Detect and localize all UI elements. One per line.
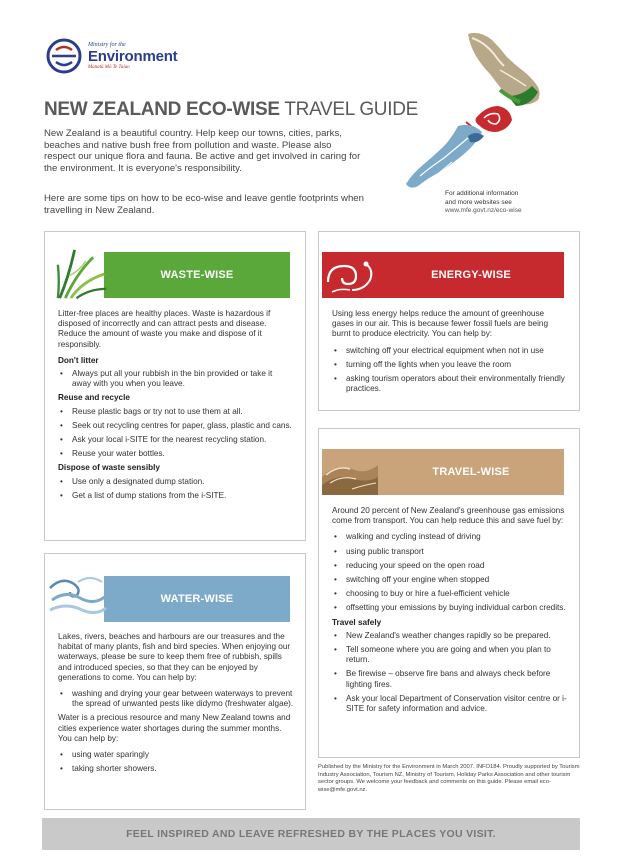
waste-section-reuse-recycle: Reuse and recycle <box>58 393 130 403</box>
travel-wise-banner <box>378 449 564 495</box>
more-info-line1: For additional information <box>445 190 519 197</box>
waste-wise-body <box>58 309 292 505</box>
list-item: • turning off the lights when you leave the room <box>332 360 568 370</box>
list-item: • Always put all your rubbish in the bin provided or take it away with you when you leave. <box>58 369 292 389</box>
list-item: • Ask your local i-SITE for the nearest recycling station. <box>58 435 292 445</box>
water-wise-banner <box>104 576 290 622</box>
energy-wise-body <box>332 309 568 398</box>
list-item: • Seek out recycling centres for paper, glass, plastic and cans. <box>58 421 292 431</box>
list-item: • using public transport <box>332 547 568 557</box>
list-item: • walking and cycling instead of driving <box>332 532 568 542</box>
list-item: • New Zealand's weather changes rapidly so be prepared. <box>332 631 568 641</box>
tagline-text: FEEL INSPIRED AND LEAVE REFRESHED BY THE PLACES YOU VISIT. <box>126 828 496 840</box>
list-item: • switching off your engine when stopped <box>332 575 568 585</box>
publication-note: Published by the Ministry for the Environment in March 2007. INFO184. Proudly supported by Tourism Industry Association, Tourism NZ, Ministry of Tourism, Holiday Parks Association and other tourism sector groups. We welcome your feedback and comments on this guide. Please email eco-wise@mfe.govt.nz. <box>318 764 580 793</box>
energy-wise-banner <box>378 252 564 298</box>
more-info-url[interactable]: www.mfe.govt.nz/eco-wise <box>445 207 522 214</box>
list-item: • Ask your local Department of Conservation visitor centre or i-SITE for safety information and advice. <box>332 694 568 714</box>
waste-section-dispose: Dispose of waste sensibly <box>58 463 160 473</box>
more-info-note <box>445 190 595 216</box>
intro-paragraph-1: New Zealand is a beautiful country. Help keep our towns, cities, parks, beaches and native bush free from pollution and waste. Please also respect our unique flora and fauna. Be active and get involved in caring for the environment. It is everyone's responsibility. <box>44 128 361 174</box>
waste-wise-title: WASTE-WISE <box>160 269 234 281</box>
list-item: • washing and drying your gear between waterways to prevent the spread of unwanted pests like didymo (freshwater algae). <box>58 689 294 709</box>
travel-intro: Around 20 percent of New Zealand's greenhouse gas emissions come from transport. You can help reduce this and save fuel by: <box>332 506 565 526</box>
list-item: • choosing to buy or hire a fuel-efficient vehicle <box>332 589 568 599</box>
list-item: • Get a list of dump stations from the i-SITE. <box>58 491 292 501</box>
water-intro-2: Water is a precious resource and many New Zealand towns and cities experience water shortages during the summer months. You can help by: <box>58 713 291 743</box>
water-wave-icon <box>48 570 108 620</box>
waste-section-dont-litter: Don't litter <box>58 355 99 365</box>
list-item: • offsetting your emissions by buying individual carbon credits. <box>332 603 568 613</box>
intro-paragraph-2: Here are some tips on how to be eco-wise and leave gentle footprints when travelling in New Zealand. <box>44 193 364 216</box>
list-item: • using water sparingly <box>58 750 294 760</box>
list-item: • Reuse your water bottles. <box>58 449 292 459</box>
ministry-emblem-icon <box>46 38 82 74</box>
logo-small-text: Ministry for the <box>88 42 126 48</box>
waste-wise-banner <box>104 252 290 298</box>
tagline-bar <box>42 818 580 850</box>
logo-maori-text: Manatū Mō Te Taiao <box>88 65 130 70</box>
list-item: • asking tourism operators about their environmentally friendly practices. <box>332 374 568 394</box>
logo-big-text: Environment <box>88 48 178 65</box>
list-item: • Tell someone where you are going and when you plan to return. <box>332 645 568 665</box>
list-item: • switching off your electrical equipment when not in use <box>332 346 568 356</box>
waste-intro: Litter-free places are healthy places. Waste is hazardous if disposed of incorrectly and can attract pests and disease. Reduce the amount of waste you make and dispose of it responsibly. <box>58 309 271 349</box>
koru-pattern-icon <box>322 252 378 298</box>
intro-text-2 <box>44 193 364 220</box>
travel-section-safely: Travel safely <box>332 617 382 627</box>
travel-wise-title: TRAVEL-WISE <box>432 466 510 478</box>
title-bold: NEW ZEALAND ECO-WISE <box>44 99 280 120</box>
water-wise-body <box>58 632 294 778</box>
travel-wise-body <box>332 506 568 718</box>
title-rest: TRAVEL GUIDE <box>279 99 419 120</box>
page-title <box>44 99 418 121</box>
list-item: • reducing your speed on the open road <box>332 561 568 571</box>
list-item: • Reuse plastic bags or try not to use them at all. <box>58 407 292 417</box>
list-item: • taking shorter showers. <box>58 764 294 774</box>
list-item: • Be firewise – observe fire bans and always check before lighting fires. <box>332 669 568 689</box>
more-info-line2: and more websites see <box>445 198 512 206</box>
ministry-logo <box>46 36 196 76</box>
list-item: • Use only a designated dump station. <box>58 477 292 487</box>
hills-landscape-icon <box>322 449 378 495</box>
grass-leaf-icon <box>56 246 108 302</box>
water-wise-title: WATER-WISE <box>160 593 234 605</box>
energy-intro: Using less energy helps reduce the amount of greenhouse gases in our air. This is because fewer fossil fuels are being burnt to produce electricity. You can help by: <box>332 309 549 339</box>
intro-text <box>44 128 364 178</box>
water-intro: Lakes, rivers, beaches and harbours are our treasures and the habitat of many plants, fish and bird species. When enjoying our waterways, please be sure to keep them free of rubbish, spills and introduced species, so that they can be enjoyed by generations to come. You can help by: <box>58 632 291 682</box>
energy-wise-title: ENERGY-WISE <box>431 269 511 281</box>
